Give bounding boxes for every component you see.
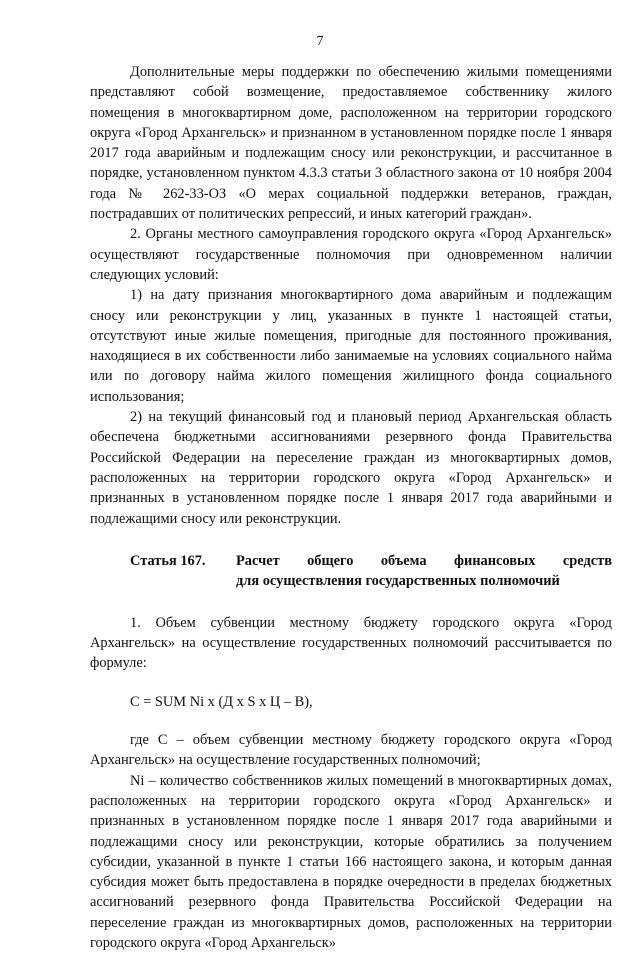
paragraph-condition-2: 2) на текущий финансовый год и плановый период Архангельская область обеспечена бюджетными ассигнованиями резервного фонда Правительства Российской Федерации на переселение граждан из многоквартирных домов, расположенных на территории городского округа «Город Архангельск» и признанных в установленном порядке после 1 января 2017 года аварийными и подлежащими сносу или реконструкции. xyxy=(90,409,612,527)
paragraph-ni-definition: Ni – количество собственников жилых помещений в многоквартирных домах, расположенных на территории городского округа «Город Архангельск» и признанных в установленном порядке после 1 января 2017 года аварийными и подлежащими сносу или реконструкции, которые обратились за получением субсидии, указанной в пункте 1 статьи 166 настоящего закона, и которым данная субсидия может быть предоставлена в порядке очередности в пределах бюджетных ассигнований резервного фонда Правительства Российской Федерации на переселение граждан из многоквартирных домов, расположенных на территории городского округа «Город Архангельск» xyxy=(90,772,612,951)
article-heading xyxy=(90,551,612,591)
paragraph-item-2: 2. Органы местного самоуправления городского округа «Город Архангельск» осуществляют государственные полномочия при одновременном наличии следующих условий: xyxy=(90,226,612,283)
formula: С = SUM Ni x (Д x S x Ц – В), xyxy=(130,693,313,710)
article-title xyxy=(236,551,612,591)
article-number: Статья 167. xyxy=(130,552,206,569)
page-number: 7 xyxy=(316,34,324,49)
document-body xyxy=(90,62,612,953)
paragraph-support-measures: Дополнительные меры поддержки по обеспечению жилыми помещениями представляют собой возмещение, предоставляемое собственнику жилого помещения в многоквартирном доме, расположенном на территории городского округа «Город Архангельск» и признанном в установленном порядке после 1 января 2017 года аварийным и подлежащим сносу или реконструкции, и рассчитанное в порядке, установленном пунктом 4.3.3 статьи 3 областного закона от 10 ноября 2004 года № 262-33-ОЗ «О мерах социальной поддержки ветеранов, граждан, пострадавших от политических репрессий, и иных категорий граждан». xyxy=(90,64,612,223)
article-title-line2: для осуществления государственных полномочий xyxy=(236,572,560,589)
paragraph-where-c: где С – объем субвенции местному бюджету городского округа «Город Архангельск» на осуществление государственных полномочий; xyxy=(90,732,612,769)
article-title-line1: Расчет общего объема финансовых средств xyxy=(236,552,612,569)
paragraph-subvention-volume: 1. Объем субвенции местному бюджету городского округа «Город Архангельск» на осуществление государственных полномочий рассчитывается по формуле: xyxy=(90,614,612,672)
paragraph-condition-1: 1) на дату признания многоквартирного дома аварийным и подлежащим сносу или реконструкции у лиц, указанных в пункте 1 настоящей статьи, отсутствуют иные жилые помещения, пригодные для постоянного проживания, находящиеся в их собственности либо занимаемые на условиях социального найма или по договору найма жилого помещения жилищного фонда социального использования; xyxy=(90,287,612,405)
